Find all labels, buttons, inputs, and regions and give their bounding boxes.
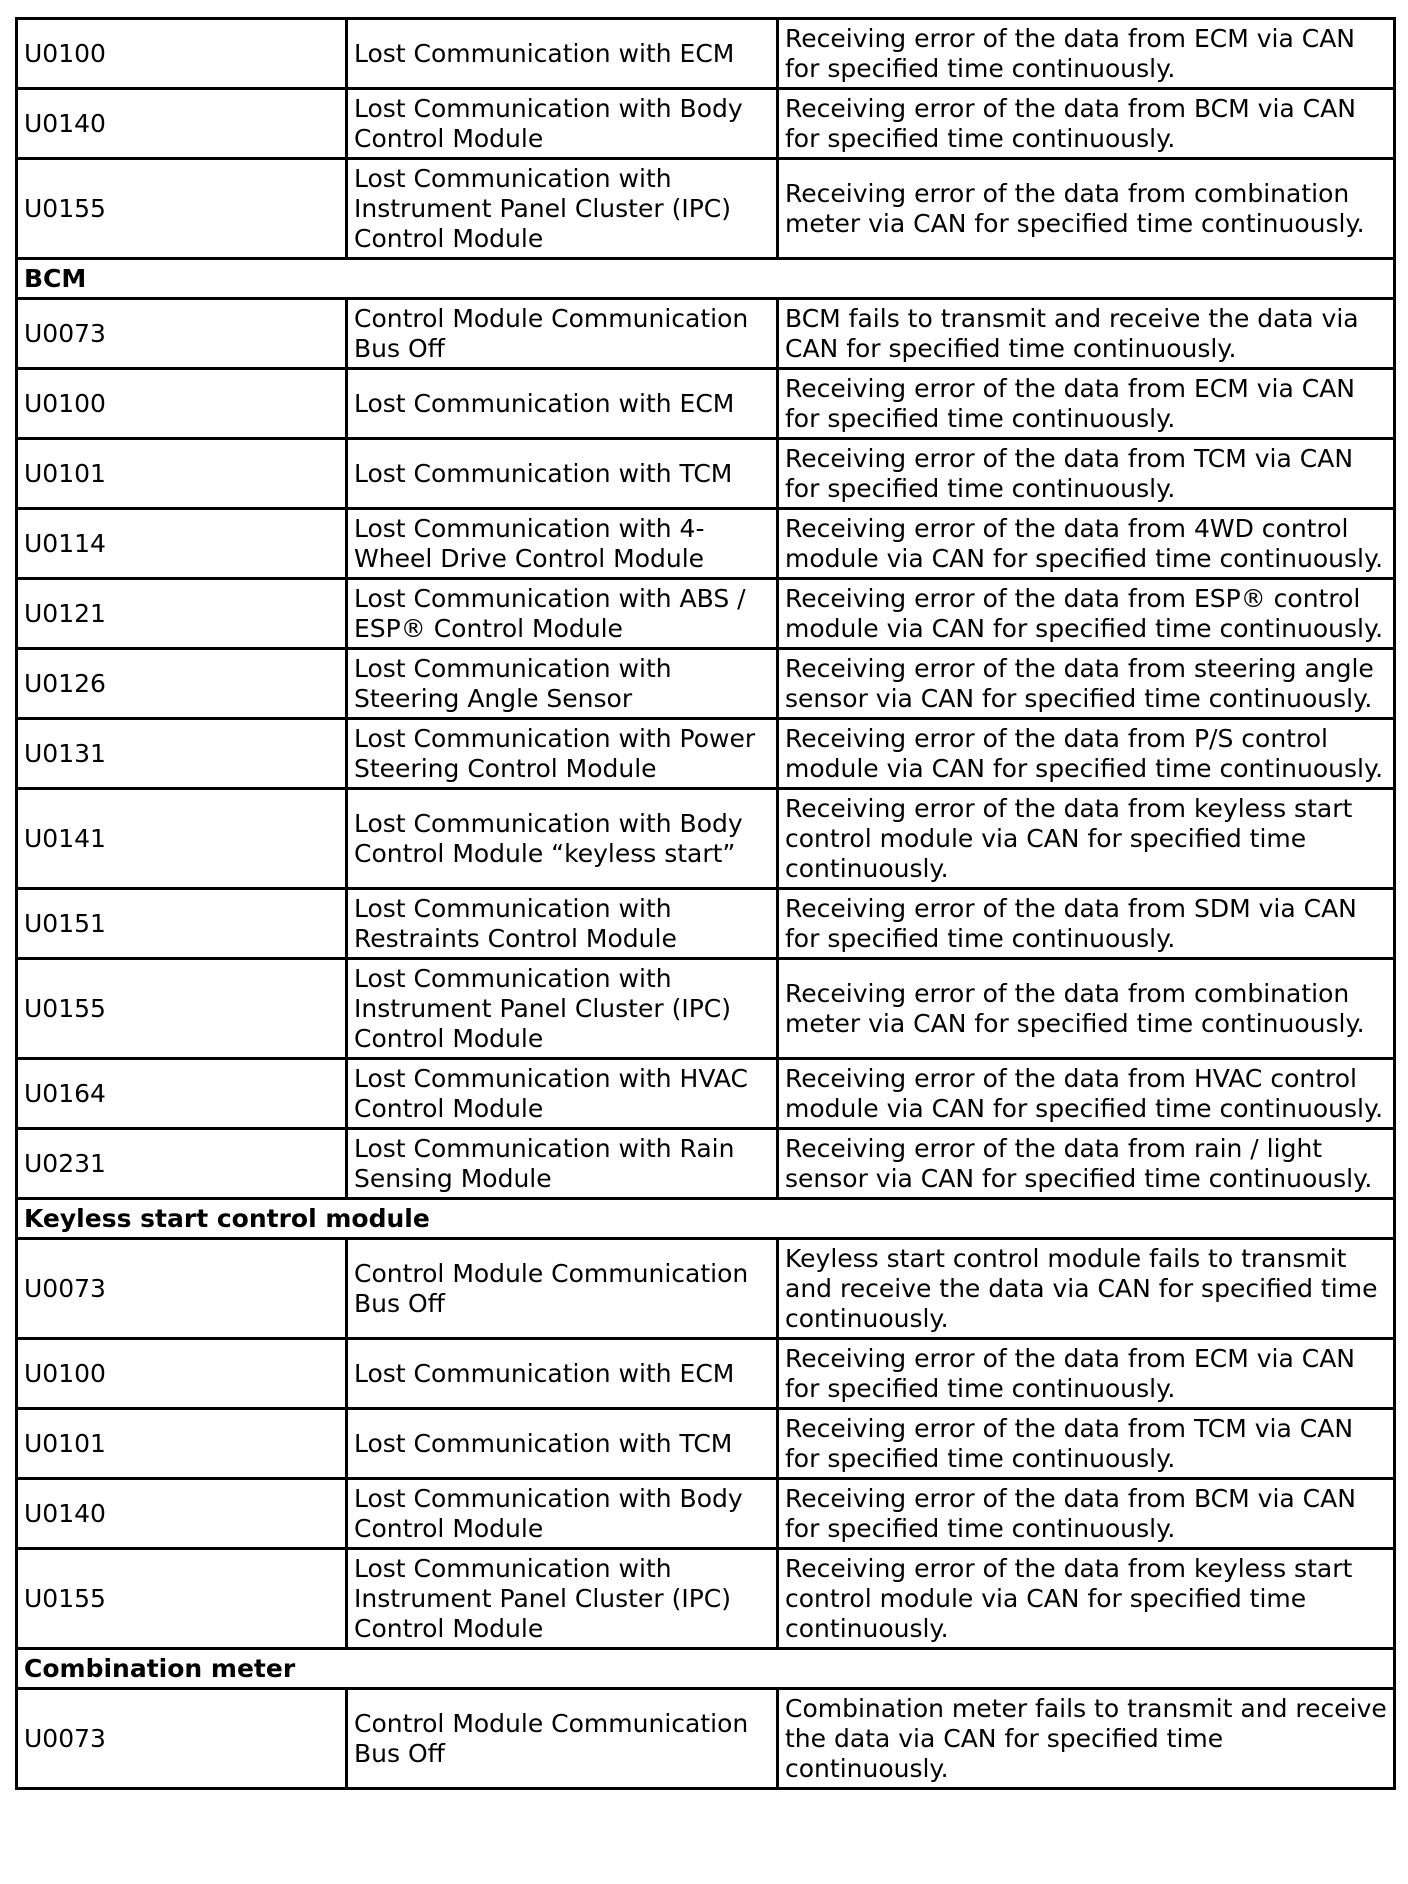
dtc-condition: Receiving error of the data from keyless start control module via CAN for specified time continuously. [778,789,1395,889]
dtc-code: U0073 [17,299,347,369]
dtc-name: Lost Communication with Power Steering Control Module [347,719,778,789]
dtc-name: Lost Communication with Body Control Module [347,89,778,159]
dtc-code: U0131 [17,719,347,789]
dtc-code: U0151 [17,889,347,959]
dtc-code: U0155 [17,959,347,1059]
dtc-name: Lost Communication with Instrument Panel Cluster (IPC) Control Module [347,159,778,259]
dtc-code: U0140 [17,89,347,159]
dtc-condition: Receiving error of the data from ECM via CAN for specified time continuously. [778,19,1395,89]
dtc-condition: Receiving error of the data from BCM via CAN for specified time continuously. [778,89,1395,159]
section-title-keyless: Keyless start control module [17,1199,1395,1239]
dtc-condition: Receiving error of the data from HVAC control module via CAN for specified time continuously. [778,1059,1395,1129]
dtc-code: U0100 [17,19,347,89]
dtc-condition: Receiving error of the data from ESP® control module via CAN for specified time continuously. [778,579,1395,649]
dtc-name: Lost Communication with HVAC Control Module [347,1059,778,1129]
section-header-row [17,1199,1395,1239]
table-row [17,789,1395,889]
table-row [17,649,1395,719]
table-row [17,1409,1395,1479]
dtc-condition: Receiving error of the data from ECM via CAN for specified time continuously. [778,369,1395,439]
dtc-condition: Receiving error of the data from TCM via CAN for specified time continuously. [778,439,1395,509]
table-row [17,1549,1395,1649]
dtc-code: U0140 [17,1479,347,1549]
table-row [17,509,1395,579]
table-row [17,579,1395,649]
table-row [17,1239,1395,1339]
table-row [17,1689,1395,1789]
dtc-code: U0155 [17,1549,347,1649]
dtc-name: Lost Communication with ECM [347,19,778,89]
dtc-name: Lost Communication with Body Control Module “keyless start” [347,789,778,889]
table-row [17,439,1395,509]
table-row [17,719,1395,789]
table-row [17,1059,1395,1129]
dtc-code: U0101 [17,1409,347,1479]
table-row [17,299,1395,369]
dtc-code: U0114 [17,509,347,579]
table-row [17,1479,1395,1549]
dtc-name: Lost Communication with 4-Wheel Drive Control Module [347,509,778,579]
dtc-code: U0126 [17,649,347,719]
dtc-condition: Receiving error of the data from keyless start control module via CAN for specified time continuously. [778,1549,1395,1649]
dtc-name: Lost Communication with Body Control Module [347,1479,778,1549]
dtc-condition: Receiving error of the data from ECM via CAN for specified time continuously. [778,1339,1395,1409]
dtc-condition: Keyless start control module fails to transmit and receive the data via CAN for specified time continuously. [778,1239,1395,1339]
dtc-condition: Receiving error of the data from steering angle sensor via CAN for specified time continuously. [778,649,1395,719]
dtc-condition: Receiving error of the data from BCM via CAN for specified time continuously. [778,1479,1395,1549]
dtc-name: Lost Communication with ECM [347,1339,778,1409]
dtc-name: Lost Communication with ECM [347,369,778,439]
dtc-condition: Receiving error of the data from rain / light sensor via CAN for specified time continuously. [778,1129,1395,1199]
dtc-code: U0231 [17,1129,347,1199]
dtc-condition: Receiving error of the data from TCM via CAN for specified time continuously. [778,1409,1395,1479]
dtc-condition: Receiving error of the data from combination meter via CAN for specified time continuously. [778,159,1395,259]
dtc-name: Lost Communication with Steering Angle Sensor [347,649,778,719]
table-row [17,889,1395,959]
table-row [17,1339,1395,1409]
dtc-name: Control Module Communication Bus Off [347,1689,778,1789]
section-title-combination-meter: Combination meter [17,1649,1395,1689]
dtc-condition: Combination meter fails to transmit and receive the data via CAN for specified time continuously. [778,1689,1395,1789]
dtc-code: U0100 [17,1339,347,1409]
dtc-code: U0164 [17,1059,347,1129]
dtc-condition: Receiving error of the data from combination meter via CAN for specified time continuously. [778,959,1395,1059]
dtc-condition: Receiving error of the data from SDM via CAN for specified time continuously. [778,889,1395,959]
section-title-bcm: BCM [17,259,1395,299]
dtc-name: Lost Communication with Instrument Panel Cluster (IPC) Control Module [347,1549,778,1649]
dtc-code: U0100 [17,369,347,439]
dtc-name: Lost Communication with Instrument Panel Cluster (IPC) Control Module [347,959,778,1059]
table-row [17,369,1395,439]
table-row [17,1129,1395,1199]
table-row [17,19,1395,89]
dtc-code: U0155 [17,159,347,259]
dtc-name: Control Module Communication Bus Off [347,299,778,369]
dtc-table [15,17,1396,1790]
table-row [17,159,1395,259]
dtc-condition: BCM fails to transmit and receive the data via CAN for specified time continuously. [778,299,1395,369]
dtc-code: U0073 [17,1239,347,1339]
dtc-condition: Receiving error of the data from 4WD control module via CAN for specified time continuously. [778,509,1395,579]
section-header-row [17,1649,1395,1689]
dtc-name: Lost Communication with Rain Sensing Module [347,1129,778,1199]
dtc-code: U0073 [17,1689,347,1789]
section-header-row [17,259,1395,299]
dtc-code: U0121 [17,579,347,649]
dtc-name: Lost Communication with TCM [347,1409,778,1479]
dtc-name: Lost Communication with Restraints Control Module [347,889,778,959]
dtc-code: U0141 [17,789,347,889]
dtc-code: U0101 [17,439,347,509]
table-row [17,959,1395,1059]
dtc-name: Lost Communication with TCM [347,439,778,509]
dtc-name: Control Module Communication Bus Off [347,1239,778,1339]
table-row [17,89,1395,159]
dtc-name: Lost Communication with ABS / ESP® Control Module [347,579,778,649]
dtc-condition: Receiving error of the data from P/S control module via CAN for specified time continuously. [778,719,1395,789]
